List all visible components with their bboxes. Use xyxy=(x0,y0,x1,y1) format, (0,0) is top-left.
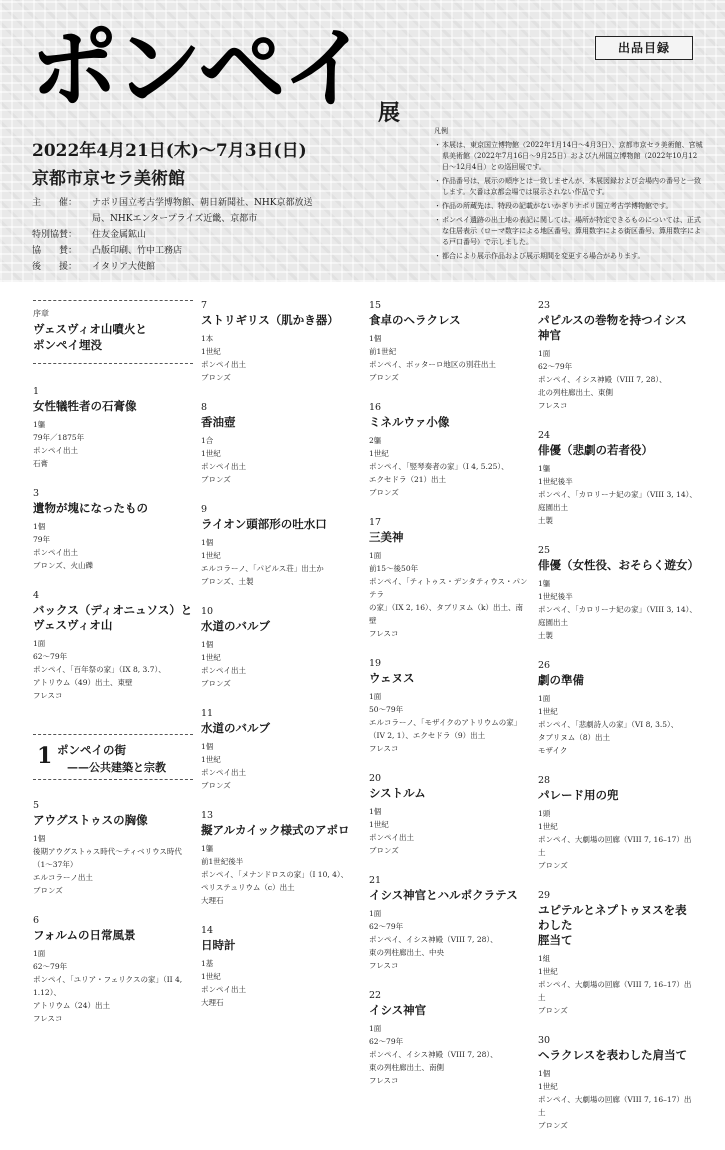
item-detail: 東の列柱廊出土、中央 xyxy=(369,948,444,957)
credit-value: 凸版印刷、竹中工務店 xyxy=(92,246,183,256)
item-detail: 79年／1875年 xyxy=(33,433,85,442)
item-detail: 前1世紀後半 xyxy=(201,857,244,866)
credit-label: 主 催： xyxy=(32,198,78,208)
item-detail: エルコラーノ、「パピルス荘」出土か xyxy=(201,564,324,573)
item-detail: 後期アウグストゥス時代〜ティベリウス時代 xyxy=(33,847,182,856)
item-detail: ブロンズ xyxy=(369,488,399,497)
item-detail: 1世紀 xyxy=(538,707,558,716)
item-detail: フレスコ xyxy=(369,629,399,638)
prologue-title-line: ポンペイ埋没 xyxy=(33,338,102,352)
item-detail: 1合 xyxy=(201,436,214,445)
item-number: 20 xyxy=(369,773,382,784)
item-detail: アトリウム（24）出土 xyxy=(33,1001,110,1010)
item-detail: ポンペイ、「ユリア・フェリクスの家」（II 4, 1.12）、 xyxy=(33,975,183,997)
item-detail: 62〜79年 xyxy=(369,922,404,931)
item-number: 16 xyxy=(369,402,382,413)
item-detail: ポンペイ出土 xyxy=(201,985,246,994)
item-detail: ポンペイ、「ティトゥス・デンタティウス・パンテラ xyxy=(369,577,528,599)
item-title: 遺物が塊になったもの xyxy=(33,501,148,515)
item-title: 脛当て xyxy=(538,933,573,947)
item-detail: 1個 xyxy=(33,522,46,531)
item-detail: 1軀 xyxy=(538,579,551,588)
credit-label: 特別協賛： xyxy=(32,230,78,240)
item-detail: アトリウム（49）出土、東壁 xyxy=(33,678,133,687)
item-title: 香油壺 xyxy=(201,415,236,429)
catalog-item xyxy=(33,800,193,897)
item-detail: 1面 xyxy=(369,909,382,918)
item-title: 劇の準備 xyxy=(538,673,584,687)
item-title: 三美神 xyxy=(369,530,404,544)
item-detail: 1組 xyxy=(538,954,551,963)
item-detail: ブロンズ xyxy=(201,679,231,688)
item-detail: 土製 xyxy=(538,631,553,640)
catalog-label: 出品目録 xyxy=(595,36,693,60)
item-detail: 前1世紀 xyxy=(369,347,397,356)
item-list xyxy=(33,800,193,1025)
item-detail: エルコラーノ出土 xyxy=(33,873,93,882)
note-text: 都合により展示作品および展示期間を変更する場合があります。 xyxy=(442,252,645,260)
item-detail: ブロンズ xyxy=(538,861,568,870)
item-detail: 1面 xyxy=(538,694,551,703)
note-text: 作品の所蔵先は、特段の記載がないかぎりナポリ国立考古学博物館です。 xyxy=(442,202,673,210)
item-detail: 1世紀 xyxy=(201,551,221,560)
item-detail: 庭園出土 xyxy=(538,618,568,627)
item-detail: 1世紀 xyxy=(201,972,221,981)
note-text: ポンペイ遺跡の出土地の表記に関しては、場所が特定できるものについては、正式な住居表示（ローマ数字による地区番号、算用数字による街区番号、算用数字による戸口番号）で示しました。 xyxy=(442,216,701,246)
item-detail: 1世紀 xyxy=(201,347,221,356)
item-detail: ポンペイ出土 xyxy=(369,833,414,842)
credit-row xyxy=(32,195,322,227)
catalog-column-4 xyxy=(538,300,698,1150)
item-detail: タブリヌム（8）出土 xyxy=(538,733,610,742)
item-detail: ブロンズ xyxy=(369,846,399,855)
item-number: 30 xyxy=(538,1035,551,1046)
credit-label: 後 援： xyxy=(32,262,78,272)
item-detail: ブロンズ xyxy=(538,1121,568,1130)
item-title: アウグストゥスの胸像 xyxy=(33,813,148,827)
item-title: 日時計 xyxy=(201,938,236,952)
item-detail: 1面 xyxy=(33,949,46,958)
item-detail: 1世紀 xyxy=(369,820,389,829)
item-detail: ポンペイ出土 xyxy=(201,462,246,471)
catalog-item xyxy=(538,660,698,757)
item-number: 13 xyxy=(201,810,214,821)
item-detail: 1世紀 xyxy=(201,755,221,764)
item-detail: 1個 xyxy=(369,807,382,816)
item-number: 21 xyxy=(369,875,382,886)
item-detail: （IV 2, 1）、エクセドラ（9）出土 xyxy=(369,731,486,740)
item-detail: ポンペイ、「悲劇詩人の家」（VI 8, 3.5）、 xyxy=(538,720,679,729)
item-detail: ポンペイ、「メナンドロスの家」（I 10, 4）、 xyxy=(201,870,349,879)
item-detail: フレスコ xyxy=(369,744,399,753)
item-number: 19 xyxy=(369,658,382,669)
catalog-item xyxy=(201,708,361,792)
item-detail: 1世紀 xyxy=(201,653,221,662)
note-item: ・ 作品の所蔵先は、特段の記載がないかぎりナポリ国立考古学博物館です。 xyxy=(434,202,673,210)
item-detail: 1個 xyxy=(33,834,46,843)
item-detail: 1世紀 xyxy=(538,1082,558,1091)
catalog-column-2 xyxy=(201,300,361,1027)
item-title: ウェヌス xyxy=(369,671,415,685)
item-detail: ポンペイ出土 xyxy=(33,548,78,557)
item-detail: フレスコ xyxy=(369,961,399,970)
item-title: ストリギリス（肌かき器） xyxy=(201,313,339,327)
item-detail: 62〜79年 xyxy=(538,362,573,371)
catalog-column-1 xyxy=(33,300,193,1043)
item-title: 俳優（女性役、おそらく遊女） xyxy=(538,558,699,572)
catalog-column-3 xyxy=(369,300,529,1105)
item-detail: 2軀 xyxy=(369,436,382,445)
note-text: 本展は、東京国立博物館（2022年1月14日〜4月3日）、京都市京セラ美術館、宮城県美術館（2022年7月16日〜9月25日）および九州国立博物館（2022年10月12日〜12月4日）との巡回展です。 xyxy=(442,141,703,171)
catalog-item xyxy=(369,517,529,640)
item-number: 17 xyxy=(369,517,382,528)
prologue-label: 序章 xyxy=(33,309,49,318)
catalog-item xyxy=(369,875,529,972)
item-detail: 62〜79年 xyxy=(33,962,68,971)
chapter-heading xyxy=(33,734,193,780)
item-detail: 1面 xyxy=(369,1024,382,1033)
catalog-item xyxy=(201,810,361,907)
item-detail: ブロンズ xyxy=(201,781,231,790)
item-number: 29 xyxy=(538,890,551,901)
item-detail: 1軀 xyxy=(538,464,551,473)
item-detail: 1面 xyxy=(369,692,382,701)
catalog-item xyxy=(538,890,698,1017)
item-detail: ポンペイ、「カロリーナ妃の家」（VIII 3, 14）、 xyxy=(538,605,697,614)
item-number: 10 xyxy=(201,606,214,617)
item-list xyxy=(538,300,698,1132)
item-detail: 1基 xyxy=(201,959,214,968)
catalog-item xyxy=(201,504,361,588)
item-detail: 1軀 xyxy=(33,420,46,429)
item-detail: フレスコ xyxy=(538,401,568,410)
item-detail: 62〜79年 xyxy=(369,1037,404,1046)
item-title: シストルム xyxy=(369,786,426,800)
item-detail: ペリステュリウム（c）出土 xyxy=(201,883,295,892)
item-detail: ブロンズ xyxy=(538,1006,568,1015)
item-number: 7 xyxy=(201,300,208,311)
item-detail: 1個 xyxy=(201,640,214,649)
note-text: 作品番号は、展示の順序とは一致しませんが、本展図録および会場内の番号と一致します。欠番は京都会場では展示されない作品です。 xyxy=(442,177,701,196)
item-number: 28 xyxy=(538,775,551,786)
prologue-heading xyxy=(33,300,193,364)
item-number: 15 xyxy=(369,300,382,311)
catalog-item xyxy=(33,386,193,470)
catalog-item xyxy=(201,606,361,690)
item-title: 俳優（悲劇の若者役） xyxy=(538,443,653,457)
exhibition-dates: 2022年4月21日(木)〜7月3日(日) xyxy=(32,141,307,161)
item-number: 5 xyxy=(33,800,40,811)
note-item: ・ 本展は、東京国立博物館（2022年1月14日〜4月3日）、京都市京セラ美術館、宮城県美術館（2022年7月16日〜9月25日）および九州国立博物館（2022年10月12日〜12月4日）との巡回展です。 xyxy=(434,141,703,171)
item-detail: 1個 xyxy=(201,742,214,751)
item-title: バックス（ディオニュソス）と xyxy=(33,603,193,617)
credit-row xyxy=(32,227,322,243)
catalog-item xyxy=(201,300,361,384)
item-number: 22 xyxy=(369,990,382,1001)
item-list xyxy=(33,386,193,702)
item-detail: モザイク xyxy=(538,746,568,755)
legend-notes xyxy=(434,126,704,265)
item-detail: 1頭 xyxy=(538,809,551,818)
item-number: 4 xyxy=(33,590,40,601)
catalog-item xyxy=(33,590,193,702)
item-detail: ブロンズ xyxy=(369,373,399,382)
credit-label: 協 賛： xyxy=(32,246,78,256)
item-detail: 1世紀 xyxy=(538,822,558,831)
item-detail: 前15〜後50年 xyxy=(369,564,419,573)
item-detail: ポンペイ出土 xyxy=(201,360,246,369)
item-detail: ポンペイ、「百年祭の家」（IX 8, 3.7）、 xyxy=(33,665,166,674)
catalog-item xyxy=(201,925,361,1009)
credit-value: ナポリ国立考古学博物館、朝日新聞社、NHK京都放送局、NHKエンタープライズ近畿、京都市 xyxy=(92,198,313,224)
item-detail: 1面 xyxy=(369,551,382,560)
catalog-item xyxy=(538,545,698,642)
item-title: パピルスの巻物を持つイシス神官 xyxy=(538,313,687,342)
item-list xyxy=(201,300,361,1009)
item-detail: 庭園出土 xyxy=(538,503,568,512)
catalog-item xyxy=(538,430,698,527)
item-detail: （1〜37年） xyxy=(33,860,78,869)
item-detail: 1世紀 xyxy=(369,449,389,458)
item-detail: ポンペイ、大劇場の回廊（VIII 7, 16–17）出土 xyxy=(538,1095,692,1117)
credits xyxy=(32,195,322,275)
item-detail: 石膏 xyxy=(33,459,48,468)
item-detail: 大理石 xyxy=(201,896,224,905)
item-title: 擬アルカイック様式のアポロ xyxy=(201,823,350,837)
item-title: 水道のバルブ xyxy=(201,619,270,633)
catalog-item xyxy=(369,990,529,1087)
catalog-columns xyxy=(0,300,725,1130)
item-title: 女性犠牲者の石膏像 xyxy=(33,399,137,413)
chapter-subtitle: ——公共建築と宗教 xyxy=(67,761,166,774)
item-detail: ブロンズ xyxy=(33,886,63,895)
item-detail: 1世紀 xyxy=(201,449,221,458)
item-detail: 1本 xyxy=(201,334,214,343)
item-detail: ポンペイ出土 xyxy=(201,768,246,777)
item-number: 8 xyxy=(201,402,208,413)
item-detail: ブロンズ、土製 xyxy=(201,577,254,586)
item-list xyxy=(369,300,529,1087)
item-detail: ポンペイ出土 xyxy=(33,446,78,455)
catalog-item xyxy=(538,775,698,872)
item-detail: ポンペイ、ボッターロ地区の別荘出土 xyxy=(369,360,496,369)
item-number: 11 xyxy=(201,708,214,719)
item-detail: フレスコ xyxy=(33,691,63,700)
item-detail: 1面 xyxy=(33,639,46,648)
item-title: ユピテルとネプトゥヌスを表わした xyxy=(538,903,687,932)
item-title: 食卓のヘラクレス xyxy=(369,313,461,327)
catalog-item xyxy=(33,915,193,1025)
item-detail: ポンペイ、イシス神殿（VIII 7, 28）、 xyxy=(369,935,498,944)
catalog-item xyxy=(369,300,529,384)
item-detail: ブロンズ、火山礫 xyxy=(33,561,93,570)
credit-value: 住友金属鉱山 xyxy=(92,230,147,240)
item-title: ミネルウァ小像 xyxy=(369,415,450,429)
note-item: ・ 都合により展示作品および展示期間を変更する場合があります。 xyxy=(434,252,645,260)
item-title: パレード用の兜 xyxy=(538,788,619,802)
item-detail: フレスコ xyxy=(33,1014,63,1023)
catalog-item xyxy=(369,773,529,857)
item-detail: 50〜79年 xyxy=(369,705,404,714)
credit-value: イタリア大使館 xyxy=(92,262,156,272)
note-item: ・ ポンペイ遺跡の出土地の表記に関しては、場所が特定できるものについては、正式な住居表示（ローマ数字による地区番号、算用数字による街区番号、算用数字による戸口番号）で示しました。 xyxy=(434,215,704,248)
item-number: 9 xyxy=(201,504,208,515)
item-detail: 大理石 xyxy=(201,998,224,1007)
item-detail: 東の列柱廊出土、南側 xyxy=(369,1063,444,1072)
item-detail: 1個 xyxy=(369,334,382,343)
exhibition-title: ポンペイ xyxy=(30,16,367,120)
item-number: 25 xyxy=(538,545,551,556)
item-detail: フレスコ xyxy=(369,1076,399,1085)
note-item: ・ 作品番号は、展示の順序とは一致しませんが、本展図録および会場内の番号と一致します。欠番は京都会場では展示されない作品です。 xyxy=(434,176,704,198)
item-detail: 1個 xyxy=(201,538,214,547)
chapter-title: ポンペイの街 xyxy=(57,743,126,757)
item-detail: ブロンズ xyxy=(201,373,231,382)
item-title: イシス神官とハルポクラテス xyxy=(369,888,518,902)
header-banner xyxy=(0,0,725,282)
item-detail: ポンペイ、「カロリーナ妃の家」（VIII 3, 14）、 xyxy=(538,490,697,499)
item-title: フォルムの日常風景 xyxy=(33,928,136,942)
item-number: 23 xyxy=(538,300,551,311)
item-detail: エルコラーノ、「モザイクのアトリウムの家」 xyxy=(369,718,522,727)
item-number: 1 xyxy=(33,386,40,397)
item-detail: 1世紀後半 xyxy=(538,477,573,486)
catalog-item xyxy=(201,402,361,486)
item-detail: 1世紀 xyxy=(538,967,558,976)
catalog-item xyxy=(538,1035,698,1132)
item-detail: 土製 xyxy=(538,516,553,525)
catalog-item xyxy=(369,658,529,755)
prologue-title-line: ヴェスヴィオ山噴火と xyxy=(33,322,147,336)
item-detail: 1個 xyxy=(538,1069,551,1078)
item-title: ライオン頭部形の吐水口 xyxy=(201,517,327,531)
item-number: 3 xyxy=(33,488,40,499)
item-detail: ポンペイ出土 xyxy=(201,666,246,675)
catalog-item xyxy=(538,300,698,412)
item-number: 14 xyxy=(201,925,214,936)
exhibition-title-suffix: 展 xyxy=(378,100,401,126)
item-detail: ポンペイ、「竪琴奏者の家」（I 4, 5.25）、 xyxy=(369,462,509,471)
item-detail: 62〜79年 xyxy=(33,652,68,661)
chapter-number: 1 xyxy=(37,743,53,769)
credit-row xyxy=(32,243,322,259)
item-detail: エクセドラ（21）出土 xyxy=(369,475,447,484)
item-number: 24 xyxy=(538,430,551,441)
item-detail: ポンペイ、イシス神殿（VIII 7, 28）、 xyxy=(369,1050,498,1059)
exhibition-venue: 京都市京セラ美術館 xyxy=(32,169,185,189)
item-detail: 1軀 xyxy=(201,844,214,853)
item-title: 水道のバルブ xyxy=(201,721,270,735)
catalog-item xyxy=(33,488,193,572)
item-title: ヘラクレスを表わした肩当て xyxy=(538,1048,688,1062)
item-title: ヴェスヴィオ山 xyxy=(33,618,113,632)
credit-row xyxy=(32,259,322,275)
item-detail: 1世紀後半 xyxy=(538,592,573,601)
item-detail: ポンペイ、大劇場の回廊（VIII 7, 16–17）出土 xyxy=(538,835,692,857)
item-detail: 1面 xyxy=(538,349,551,358)
item-detail: 北の列柱廊出土、東側 xyxy=(538,388,613,397)
item-number: 6 xyxy=(33,915,40,926)
notes-title: 凡例 xyxy=(434,127,448,135)
item-title: イシス神官 xyxy=(369,1003,427,1017)
item-detail: 79年 xyxy=(33,535,51,544)
catalog-item xyxy=(369,402,529,499)
item-number: 26 xyxy=(538,660,551,671)
item-detail: ポンペイ、大劇場の回廊（VIII 7, 16–17）出土 xyxy=(538,980,692,1002)
item-detail: ポンペイ、イシス神殿（VIII 7, 28）、 xyxy=(538,375,667,384)
item-detail: の家」（IX 2, 16）、タブリヌム（k）出土、南壁 xyxy=(369,603,524,625)
item-detail: ブロンズ xyxy=(201,475,231,484)
